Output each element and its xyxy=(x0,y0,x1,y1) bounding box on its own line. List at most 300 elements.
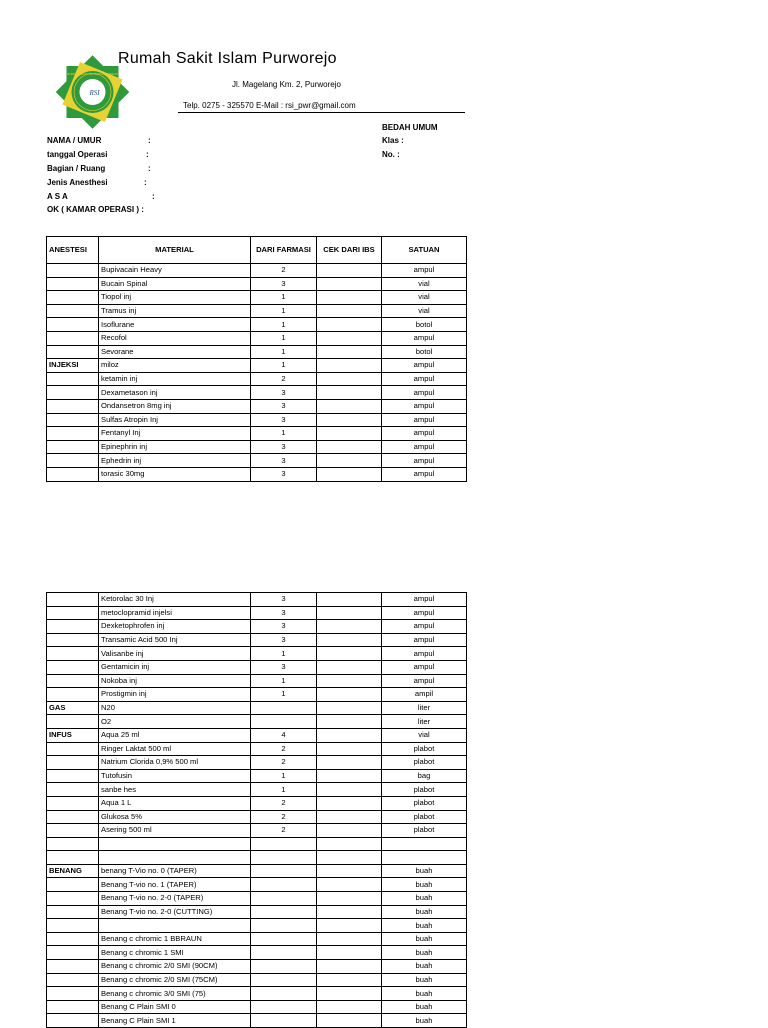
cell-category xyxy=(47,620,99,634)
cell-category xyxy=(47,1000,99,1014)
cell-material: metoclopramid injelsi xyxy=(99,606,251,620)
cell-category xyxy=(47,824,99,838)
cell-cek-dari-ibs xyxy=(317,769,382,783)
cell-dari-farmasi xyxy=(251,851,317,865)
cell-material: Tiopol inj xyxy=(99,291,251,305)
cell-dari-farmasi xyxy=(251,905,317,919)
cell-category xyxy=(47,851,99,865)
table-row xyxy=(47,440,467,454)
table-row xyxy=(47,756,467,770)
cell-cek-dari-ibs xyxy=(317,973,382,987)
cell-material: Benang C Plain SMI 1 xyxy=(99,1014,251,1028)
cell-cek-dari-ibs xyxy=(317,345,382,359)
cell-satuan: ampul xyxy=(382,620,467,634)
cell-cek-dari-ibs xyxy=(317,837,382,851)
cell-cek-dari-ibs xyxy=(317,467,382,481)
cell-dari-farmasi: 1 xyxy=(251,783,317,797)
cell-category xyxy=(47,946,99,960)
cell-dari-farmasi: 4 xyxy=(251,728,317,742)
cell-satuan: ampul xyxy=(382,427,467,441)
cell-material: ketamin inj xyxy=(99,372,251,386)
table-row xyxy=(47,345,467,359)
cell-dari-farmasi: 2 xyxy=(251,810,317,824)
cell-dari-farmasi: 3 xyxy=(251,660,317,674)
cell-material: Dexametason inj xyxy=(99,386,251,400)
cell-category xyxy=(47,756,99,770)
table-row xyxy=(47,372,467,386)
cell-cek-dari-ibs xyxy=(317,331,382,345)
cell-dari-farmasi: 3 xyxy=(251,593,317,607)
cell-satuan: buah xyxy=(382,960,467,974)
cell-satuan: vial xyxy=(382,277,467,291)
cell-satuan: bag xyxy=(382,769,467,783)
cell-category xyxy=(47,837,99,851)
cell-category xyxy=(47,440,99,454)
cell-dari-farmasi xyxy=(251,919,317,933)
cell-cek-dari-ibs xyxy=(317,620,382,634)
field-colon: : xyxy=(148,136,151,145)
cell-material: Glukosa 5% xyxy=(99,810,251,824)
cell-category xyxy=(47,345,99,359)
klas-label: Klas : xyxy=(382,136,404,145)
cell-material: benang T-Vio no. 0 (TAPER) xyxy=(99,864,251,878)
cell-material: Transamic Acid 500 Inj xyxy=(99,633,251,647)
cell-satuan: liter xyxy=(382,715,467,729)
cell-category xyxy=(47,454,99,468)
table-row xyxy=(47,331,467,345)
cell-category xyxy=(47,264,99,278)
cell-dari-farmasi: 2 xyxy=(251,742,317,756)
cell-cek-dari-ibs xyxy=(317,810,382,824)
cell-cek-dari-ibs xyxy=(317,318,382,332)
table-row xyxy=(47,932,467,946)
cell-material: Benang T-vio no. 2-0 (CUTTING) xyxy=(99,905,251,919)
cell-satuan: buah xyxy=(382,905,467,919)
cell-cek-dari-ibs xyxy=(317,304,382,318)
cell-satuan: plabot xyxy=(382,796,467,810)
cell-satuan: ampul xyxy=(382,647,467,661)
cell-cek-dari-ibs xyxy=(317,413,382,427)
header-anestesi: ANESTESI xyxy=(47,237,99,264)
cell-category xyxy=(47,932,99,946)
cell-dari-farmasi: 3 xyxy=(251,413,317,427)
table-row xyxy=(47,742,467,756)
cell-dari-farmasi xyxy=(251,1014,317,1028)
cell-category xyxy=(47,769,99,783)
field-operation-date: tanggal Operasi xyxy=(47,150,108,159)
table-row xyxy=(47,973,467,987)
cell-material: Bucain Spinal xyxy=(99,277,251,291)
cell-satuan: buah xyxy=(382,864,467,878)
cell-dari-farmasi xyxy=(251,973,317,987)
field-ward: Bagian / Ruang xyxy=(47,164,106,173)
cell-dari-farmasi: 3 xyxy=(251,399,317,413)
cell-cek-dari-ibs xyxy=(317,932,382,946)
cell-cek-dari-ibs xyxy=(317,633,382,647)
cell-category xyxy=(47,688,99,702)
cell-dari-farmasi: 3 xyxy=(251,620,317,634)
cell-material: Epinephrin inj xyxy=(99,440,251,454)
cell-satuan: buah xyxy=(382,946,467,960)
cell-cek-dari-ibs xyxy=(317,688,382,702)
cell-cek-dari-ibs xyxy=(317,742,382,756)
hospital-contact: Telp. 0275 - 325570 E-Mail : rsi_pwr@gmail.com xyxy=(183,101,356,110)
cell-satuan: ampul xyxy=(382,264,467,278)
cell-satuan: plabot xyxy=(382,810,467,824)
cell-material: Aqua 25 ml xyxy=(99,728,251,742)
cell-cek-dari-ibs xyxy=(317,606,382,620)
cell-satuan: vial xyxy=(382,291,467,305)
cell-satuan: ampul xyxy=(382,359,467,373)
cell-material: Benang c chromic 1 BBRAUN xyxy=(99,932,251,946)
table-row xyxy=(47,593,467,607)
cell-category xyxy=(47,318,99,332)
cell-satuan: ampul xyxy=(382,399,467,413)
field-colon: : xyxy=(144,178,147,187)
cell-material: Ringer Laktat 500 ml xyxy=(99,742,251,756)
cell-cek-dari-ibs xyxy=(317,783,382,797)
cell-category xyxy=(47,742,99,756)
cell-satuan: ampul xyxy=(382,413,467,427)
table-row xyxy=(47,674,467,688)
cell-material xyxy=(99,851,251,865)
cell-dari-farmasi: 3 xyxy=(251,454,317,468)
cell-dari-farmasi xyxy=(251,701,317,715)
cell-material: Benang T-vio no. 2-0 (TAPER) xyxy=(99,892,251,906)
cell-category xyxy=(47,660,99,674)
table-row xyxy=(47,701,467,715)
cell-cek-dari-ibs xyxy=(317,660,382,674)
cell-material: torasic 30mg xyxy=(99,467,251,481)
table-row xyxy=(47,359,467,373)
cell-category xyxy=(47,715,99,729)
table-row xyxy=(47,878,467,892)
cell-category xyxy=(47,427,99,441)
cell-cek-dari-ibs xyxy=(317,454,382,468)
cell-dari-farmasi: 2 xyxy=(251,756,317,770)
cell-dari-farmasi: 1 xyxy=(251,318,317,332)
cell-satuan xyxy=(382,851,467,865)
field-name-age: NAMA / UMUR xyxy=(47,136,102,145)
cell-cek-dari-ibs xyxy=(317,946,382,960)
cell-cek-dari-ibs xyxy=(317,715,382,729)
cell-satuan: buah xyxy=(382,973,467,987)
field-colon: : xyxy=(152,192,155,201)
cell-material: Benang C Plain SMI 0 xyxy=(99,1000,251,1014)
cell-cek-dari-ibs xyxy=(317,1000,382,1014)
cell-cek-dari-ibs xyxy=(317,905,382,919)
cell-category: GAS xyxy=(47,701,99,715)
cell-cek-dari-ibs xyxy=(317,386,382,400)
cell-cek-dari-ibs xyxy=(317,291,382,305)
cell-category xyxy=(47,467,99,481)
cell-dari-farmasi: 1 xyxy=(251,291,317,305)
cell-dari-farmasi: 1 xyxy=(251,427,317,441)
cell-category xyxy=(47,796,99,810)
cell-cek-dari-ibs xyxy=(317,851,382,865)
cell-satuan: buah xyxy=(382,892,467,906)
table-row xyxy=(47,467,467,481)
table-row xyxy=(47,837,467,851)
cell-material: Bupivacain Heavy xyxy=(99,264,251,278)
cell-dari-farmasi xyxy=(251,960,317,974)
table-row xyxy=(47,291,467,305)
cell-dari-farmasi xyxy=(251,715,317,729)
table-row xyxy=(47,264,467,278)
cell-dari-farmasi: 3 xyxy=(251,606,317,620)
cell-satuan: ampul xyxy=(382,633,467,647)
cell-cek-dari-ibs xyxy=(317,960,382,974)
patient-form xyxy=(0,0,768,230)
cell-material: Aqua 1 L xyxy=(99,796,251,810)
header-cek-dari-ibs: CEK DARI IBS xyxy=(317,237,382,264)
cell-category xyxy=(47,987,99,1001)
cell-satuan: ampil xyxy=(382,688,467,702)
cell-material: Natrium Clorida 0,9% 500 ml xyxy=(99,756,251,770)
cell-cek-dari-ibs xyxy=(317,1014,382,1028)
cell-material xyxy=(99,919,251,933)
cell-satuan xyxy=(382,837,467,851)
cell-material: Recofol xyxy=(99,331,251,345)
field-colon: : xyxy=(148,164,151,173)
cell-dari-farmasi: 3 xyxy=(251,440,317,454)
table-row xyxy=(47,796,467,810)
cell-dari-farmasi: 3 xyxy=(251,633,317,647)
cell-satuan: botol xyxy=(382,318,467,332)
materials-table-2 xyxy=(46,592,467,1028)
cell-material: sanbe hes xyxy=(99,783,251,797)
cell-dari-farmasi xyxy=(251,864,317,878)
cell-material: Tramus inj xyxy=(99,304,251,318)
cell-category xyxy=(47,386,99,400)
cell-cek-dari-ibs xyxy=(317,728,382,742)
cell-category xyxy=(47,372,99,386)
table-row xyxy=(47,1000,467,1014)
cell-cek-dari-ibs xyxy=(317,647,382,661)
cell-category: INFUS xyxy=(47,728,99,742)
logo-text: RSI xyxy=(89,89,100,97)
cell-satuan: plabot xyxy=(382,742,467,756)
cell-category xyxy=(47,606,99,620)
cell-material: Benang c chromic 2/0 SMI (75CM) xyxy=(99,973,251,987)
table-row xyxy=(47,620,467,634)
cell-satuan: ampul xyxy=(382,331,467,345)
cell-satuan: ampul xyxy=(382,593,467,607)
cell-category xyxy=(47,647,99,661)
cell-material: Benang c chromic 2/0 SMI (90CM) xyxy=(99,960,251,974)
cell-material: Benang c chromic 3/0 SMI (75) xyxy=(99,987,251,1001)
cell-cek-dari-ibs xyxy=(317,878,382,892)
cell-category xyxy=(47,399,99,413)
no-label: No. : xyxy=(382,150,400,159)
table-row xyxy=(47,783,467,797)
cell-category xyxy=(47,960,99,974)
table-header-row xyxy=(47,237,467,264)
table-row xyxy=(47,919,467,933)
table-row xyxy=(47,810,467,824)
table-row xyxy=(47,386,467,400)
table-row xyxy=(47,399,467,413)
cell-dari-farmasi: 2 xyxy=(251,372,317,386)
cell-category xyxy=(47,277,99,291)
cell-satuan: ampul xyxy=(382,372,467,386)
cell-material: Benang c chromic 1 SMI xyxy=(99,946,251,960)
cell-dari-farmasi: 3 xyxy=(251,386,317,400)
cell-category xyxy=(47,810,99,824)
cell-cek-dari-ibs xyxy=(317,756,382,770)
table-row xyxy=(47,647,467,661)
cell-category xyxy=(47,919,99,933)
table-row xyxy=(47,688,467,702)
table-row xyxy=(47,318,467,332)
table-row xyxy=(47,715,467,729)
field-anesthesia-type: Jenis Anesthesi xyxy=(47,178,108,187)
table-row xyxy=(47,413,467,427)
cell-satuan: ampul xyxy=(382,660,467,674)
cell-material: Sulfas Atropin Inj xyxy=(99,413,251,427)
field-colon: : xyxy=(146,150,149,159)
table-row xyxy=(47,606,467,620)
cell-material: N20 xyxy=(99,701,251,715)
cell-dari-farmasi: 1 xyxy=(251,304,317,318)
cell-dari-farmasi: 1 xyxy=(251,647,317,661)
cell-satuan: ampul xyxy=(382,454,467,468)
cell-satuan: buah xyxy=(382,919,467,933)
cell-satuan: vial xyxy=(382,304,467,318)
cell-dari-farmasi: 1 xyxy=(251,359,317,373)
cell-category xyxy=(47,593,99,607)
cell-satuan: botol xyxy=(382,345,467,359)
table-row xyxy=(47,427,467,441)
cell-dari-farmasi: 2 xyxy=(251,796,317,810)
cell-category xyxy=(47,291,99,305)
cell-cek-dari-ibs xyxy=(317,864,382,878)
cell-cek-dari-ibs xyxy=(317,264,382,278)
hospital-name: Rumah Sakit Islam Purworejo xyxy=(118,50,337,67)
cell-dari-farmasi xyxy=(251,878,317,892)
cell-dari-farmasi: 1 xyxy=(251,674,317,688)
cell-dari-farmasi: 1 xyxy=(251,769,317,783)
cell-category xyxy=(47,878,99,892)
cell-category xyxy=(47,905,99,919)
cell-material xyxy=(99,837,251,851)
cell-category xyxy=(47,892,99,906)
table-row xyxy=(47,660,467,674)
cell-satuan: liter xyxy=(382,701,467,715)
table-row xyxy=(47,864,467,878)
table-row xyxy=(47,277,467,291)
cell-category xyxy=(47,674,99,688)
cell-cek-dari-ibs xyxy=(317,892,382,906)
header-material: MATERIAL xyxy=(99,237,251,264)
cell-dari-farmasi xyxy=(251,892,317,906)
cell-material: Ondansetron 8mg inj xyxy=(99,399,251,413)
cell-cek-dari-ibs xyxy=(317,919,382,933)
cell-material: Prostigmin inj xyxy=(99,688,251,702)
logo-ring-text: RUMAH SAKIT ISLAM PURWOREJO xyxy=(67,72,118,76)
cell-material: Isoflurane xyxy=(99,318,251,332)
cell-satuan: buah xyxy=(382,987,467,1001)
table-row xyxy=(47,824,467,838)
cell-satuan: ampul xyxy=(382,674,467,688)
table-row xyxy=(47,960,467,974)
cell-material: Nokoba inj xyxy=(99,674,251,688)
cell-satuan: ampul xyxy=(382,467,467,481)
cell-material: Valisanbe inj xyxy=(99,647,251,661)
cell-category xyxy=(47,304,99,318)
cell-satuan: ampul xyxy=(382,606,467,620)
table-row xyxy=(47,946,467,960)
cell-category xyxy=(47,973,99,987)
table-row xyxy=(47,728,467,742)
cell-category xyxy=(47,633,99,647)
table-row xyxy=(47,769,467,783)
cell-satuan: buah xyxy=(382,878,467,892)
cell-satuan: ampul xyxy=(382,386,467,400)
cell-category xyxy=(47,413,99,427)
cell-dari-farmasi xyxy=(251,932,317,946)
cell-dari-farmasi xyxy=(251,946,317,960)
cell-material: Benang T-vio no. 1 (TAPER) xyxy=(99,878,251,892)
cell-material: O2 xyxy=(99,715,251,729)
cell-dari-farmasi: 3 xyxy=(251,277,317,291)
cell-cek-dari-ibs xyxy=(317,427,382,441)
cell-dari-farmasi: 1 xyxy=(251,331,317,345)
cell-satuan: vial xyxy=(382,728,467,742)
department-label: BEDAH UMUM xyxy=(382,123,438,132)
cell-cek-dari-ibs xyxy=(317,359,382,373)
table-row xyxy=(47,905,467,919)
cell-material: Fentanyl Inj xyxy=(99,427,251,441)
cell-dari-farmasi: 2 xyxy=(251,824,317,838)
table-row xyxy=(47,304,467,318)
table-row xyxy=(47,633,467,647)
cell-dari-farmasi: 3 xyxy=(251,467,317,481)
cell-satuan: plabot xyxy=(382,756,467,770)
cell-material: Ketorolac 30 Inj xyxy=(99,593,251,607)
cell-cek-dari-ibs xyxy=(317,440,382,454)
cell-cek-dari-ibs xyxy=(317,796,382,810)
table-row xyxy=(47,892,467,906)
cell-dari-farmasi: 1 xyxy=(251,345,317,359)
cell-dari-farmasi xyxy=(251,987,317,1001)
cell-cek-dari-ibs xyxy=(317,372,382,386)
cell-dari-farmasi xyxy=(251,837,317,851)
cell-satuan: buah xyxy=(382,1014,467,1028)
cell-cek-dari-ibs xyxy=(317,277,382,291)
header-satuan: SATUAN xyxy=(382,237,467,264)
cell-category xyxy=(47,331,99,345)
cell-material: Tutofusin xyxy=(99,769,251,783)
header-dari-farmasi: DARI FARMASI xyxy=(251,237,317,264)
cell-category: INJEKSI xyxy=(47,359,99,373)
cell-cek-dari-ibs xyxy=(317,824,382,838)
cell-category: BENANG xyxy=(47,864,99,878)
cell-material: Gentamicin inj xyxy=(99,660,251,674)
cell-cek-dari-ibs xyxy=(317,674,382,688)
cell-material: miloz xyxy=(99,359,251,373)
cell-material: Ephedrin inj xyxy=(99,454,251,468)
cell-category xyxy=(47,1014,99,1028)
table-row xyxy=(47,987,467,1001)
cell-cek-dari-ibs xyxy=(317,701,382,715)
cell-dari-farmasi xyxy=(251,1000,317,1014)
materials-table-1 xyxy=(46,236,467,482)
cell-material: Dexketophrofen inj xyxy=(99,620,251,634)
cell-satuan: plabot xyxy=(382,783,467,797)
cell-cek-dari-ibs xyxy=(317,399,382,413)
cell-satuan: buah xyxy=(382,1000,467,1014)
